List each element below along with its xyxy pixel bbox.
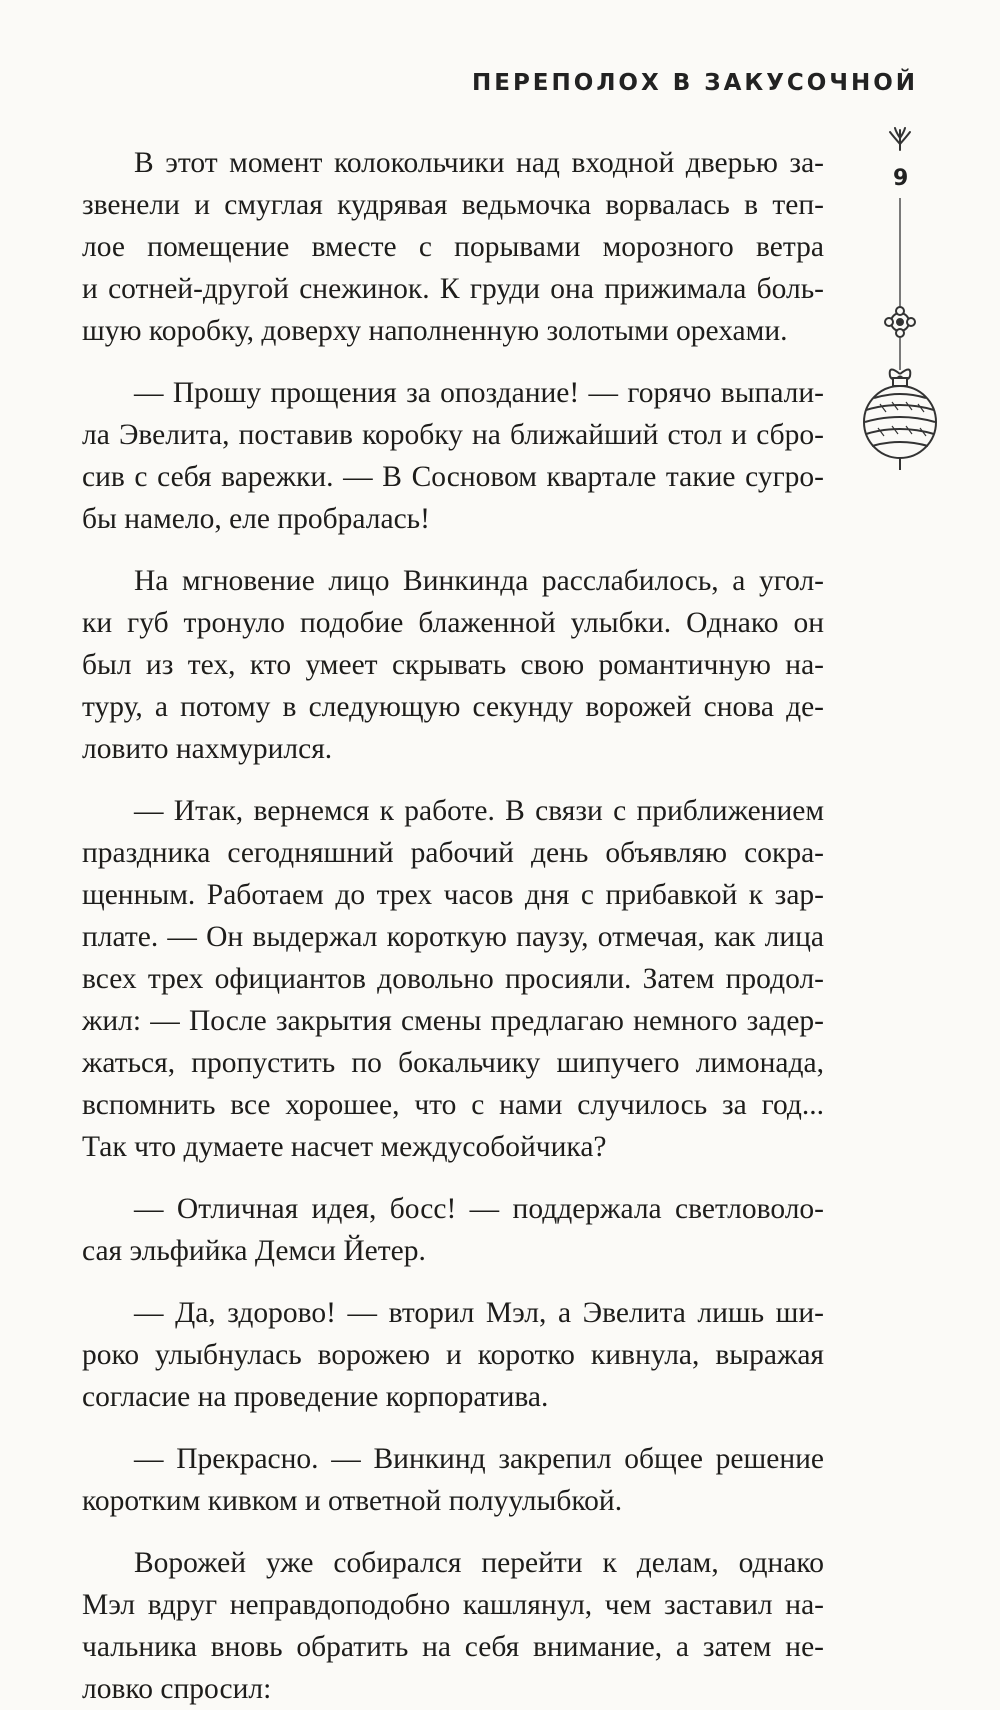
text-line: сая эльфийка Демси Йетер.: [82, 1235, 426, 1267]
page-number: 9: [893, 166, 909, 191]
text-line: Мэл вдруг неправдоподобно кашлянул, чем заставил на-: [82, 1589, 824, 1621]
text-line: жаться, пропустить по бокальчику шипучего лимонада,: [82, 1047, 824, 1079]
text-line: чальника вновь обратить на себя внимание, а затем не-: [82, 1631, 824, 1663]
text-line: туру, а потому в следующую секунду ворожей снова де-: [82, 691, 824, 723]
text-line: щенным. Работаем до трех часов дня с прибавкой к зар-: [82, 879, 824, 911]
text-line: Ворожей уже собирался перейти к делам, однако: [134, 1547, 824, 1579]
text-line: праздника сегодняшний рабочий день объявляю сокра-: [82, 837, 824, 869]
text-line: согласие на проведение корпоратива.: [82, 1381, 549, 1413]
text-line: — Да, здорово! — вторил Мэл, а Эвелита лишь ши-: [134, 1297, 824, 1329]
text-line: На мгновение лицо Винкинда расслабилось, а угол-: [134, 565, 824, 597]
text-line: шую коробку, доверху наполненную золотыми орехами.: [82, 315, 788, 347]
text-line: был из тех, кто умеет скрывать свою романтичную на-: [82, 649, 824, 681]
text-line: роко улыбнулась ворожею и коротко кивнула, выражая: [82, 1339, 824, 1371]
text-line: плате. — Он выдержал короткую паузу, отмечая, как лица: [82, 921, 824, 953]
body-text: [82, 142, 824, 1710]
text-line: — Прекрасно. — Винкинд закрепил общее решение: [134, 1443, 824, 1475]
running-header: ПЕРЕПОЛОХ В ЗАКУСОЧНОЙ: [471, 70, 918, 96]
text-line: коротким кивком и ответной полуулыбкой.: [82, 1485, 623, 1517]
text-line: звенели и смуглая кудрявая ведьмочка ворвалась в теп-: [82, 189, 824, 221]
text-line: бы намело, еле пробралась!: [82, 503, 430, 535]
text-line: В этот момент колокольчики над входной дверью за-: [134, 147, 824, 179]
text-line: вспомнить все хорошее, что с нами случилось за год...: [82, 1089, 824, 1121]
text-line: и сотней-другой снежинок. К груди она прижимала боль-: [82, 273, 824, 305]
text-line: лое помещение вместе с порывами морозного ветра: [82, 231, 824, 263]
text-line: ки губ тронуло подобие блаженной улыбки. Однако он: [82, 607, 824, 639]
text-line: ловко спросил:: [82, 1673, 272, 1705]
text-line: жил: — После закрытия смены предлагаю немного задер-: [82, 1005, 824, 1037]
text-line: всех трех официантов довольно просияли. Затем продол-: [82, 963, 824, 995]
text-line: Так что думаете насчет междусобойчика?: [82, 1131, 607, 1163]
text-line: ла Эвелита, поставив коробку на ближайший стол и сбро-: [82, 419, 824, 451]
text-line: сив с себя варежки. — В Сосновом квартале такие сугро-: [82, 461, 824, 493]
text-line: — Отличная идея, босс! — поддержала светловоло-: [134, 1193, 824, 1225]
text-line: ловито нахмурился.: [82, 733, 333, 765]
text-line: — Итак, вернемся к работе. В связи с приближением: [134, 795, 824, 827]
text-line: — Прошу прощения за опоздание! — горячо выпали-: [134, 377, 824, 409]
